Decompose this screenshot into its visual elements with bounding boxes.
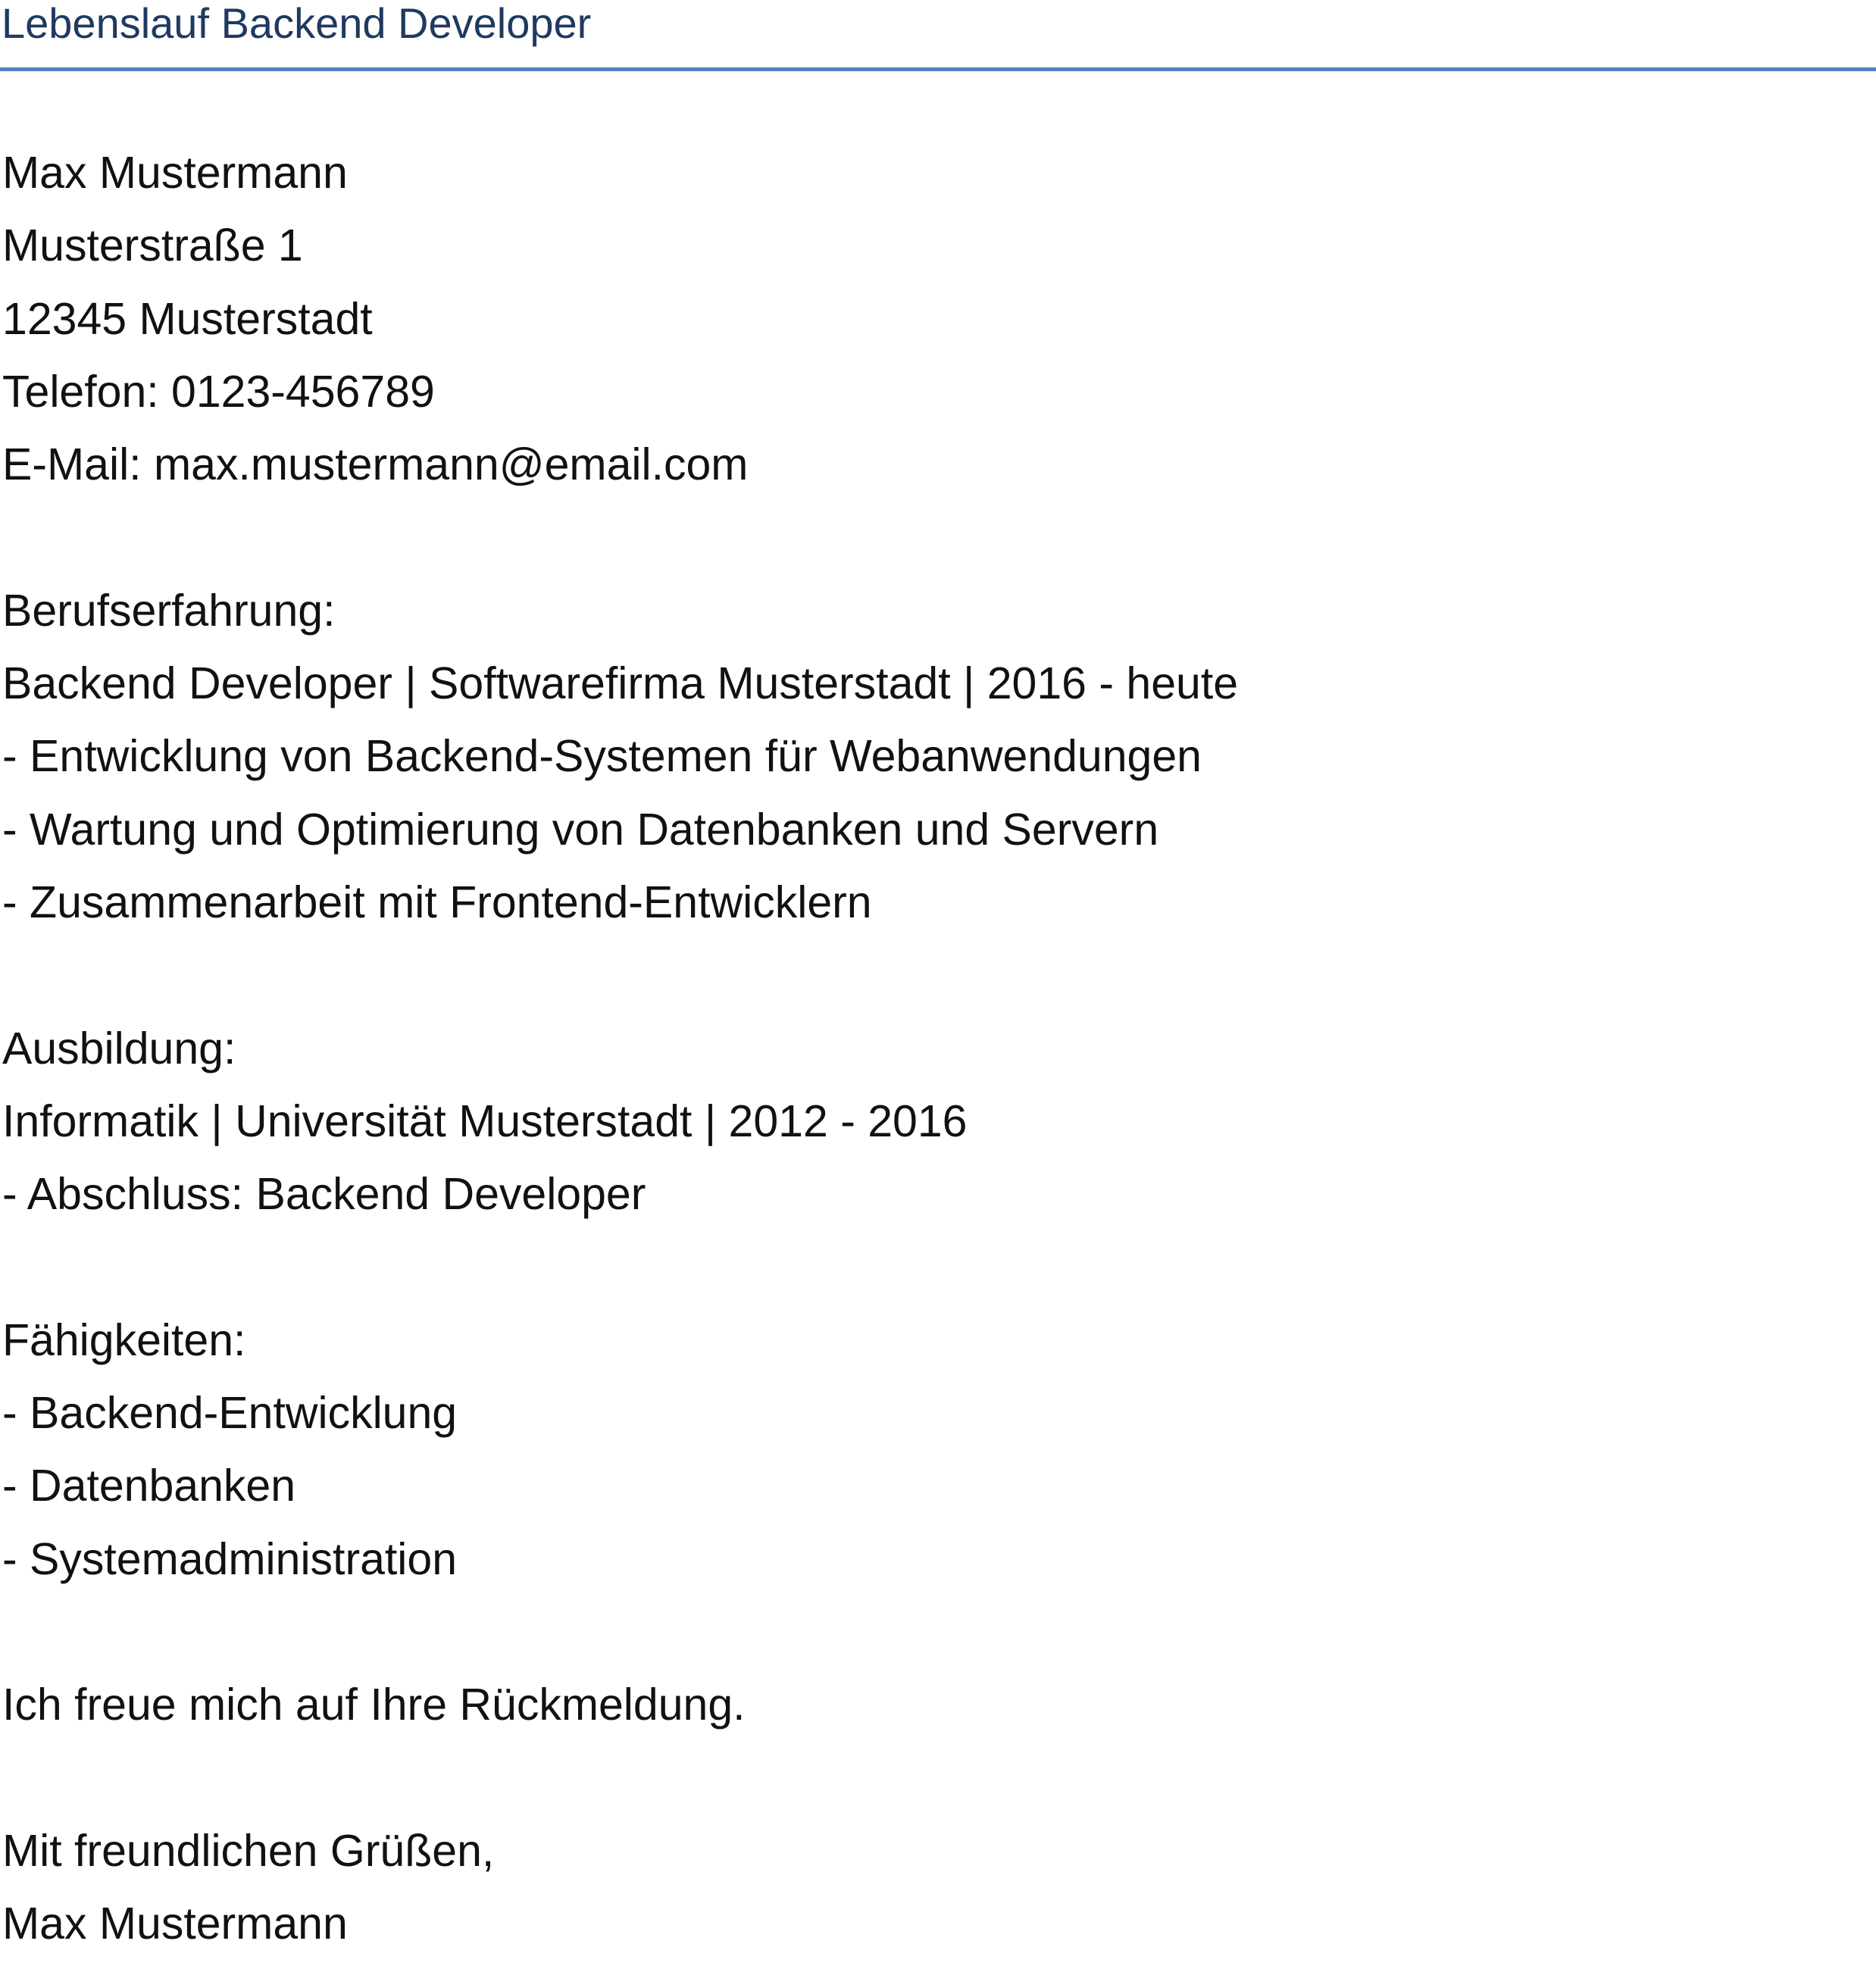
skills-heading: Fähigkeiten: <box>2 1314 246 1365</box>
experience-bullet: - Entwicklung von Backend-Systemen für Webanwendungen <box>2 731 1202 782</box>
skills-item: - Backend-Entwicklung <box>2 1388 458 1439</box>
experience-bullet: - Zusammenarbeit mit Frontend-Entwicklern <box>2 877 872 927</box>
blank-line <box>2 1239 1238 1312</box>
experience-bullet: - Wartung und Optimierung von Datenbanken und Servern <box>2 804 1159 855</box>
closing-salutation: Mit freundlichen Grüßen, <box>2 1825 495 1876</box>
blank-line <box>2 510 1238 583</box>
blank-line <box>2 1605 1238 1677</box>
blank-line <box>2 948 1238 1020</box>
title-underline-rule <box>0 67 1876 71</box>
education-bullet: - Abschluss: Backend Developer <box>2 1169 646 1220</box>
experience-position: Backend Developer | Softwarefirma Musterstadt | 2016 - heute <box>2 658 1239 709</box>
blank-line <box>2 1751 1238 1824</box>
document-title: Lebenslauf Backend Developer <box>2 0 592 47</box>
experience-heading: Berufserfahrung: <box>2 585 336 636</box>
contact-name: Max Mustermann <box>2 148 348 198</box>
skills-item: - Systemadministration <box>2 1533 458 1584</box>
skills-item: - Datenbanken <box>2 1461 296 1511</box>
contact-email: E-Mail: max.mustermann@email.com <box>2 439 749 490</box>
contact-city: 12345 Musterstadt <box>2 293 373 344</box>
education-entry: Informatik | Universität Musterstadt | 2012 - 2016 <box>2 1095 968 1146</box>
contact-phone: Telefon: 0123-456789 <box>2 366 435 417</box>
document-body <box>2 145 1238 1969</box>
closing-signature: Max Mustermann <box>2 1899 348 1949</box>
closing-message: Ich freue mich auf Ihre Rückmeldung. <box>2 1680 746 1730</box>
contact-street: Musterstraße 1 <box>2 220 303 271</box>
education-heading: Ausbildung: <box>2 1023 236 1074</box>
